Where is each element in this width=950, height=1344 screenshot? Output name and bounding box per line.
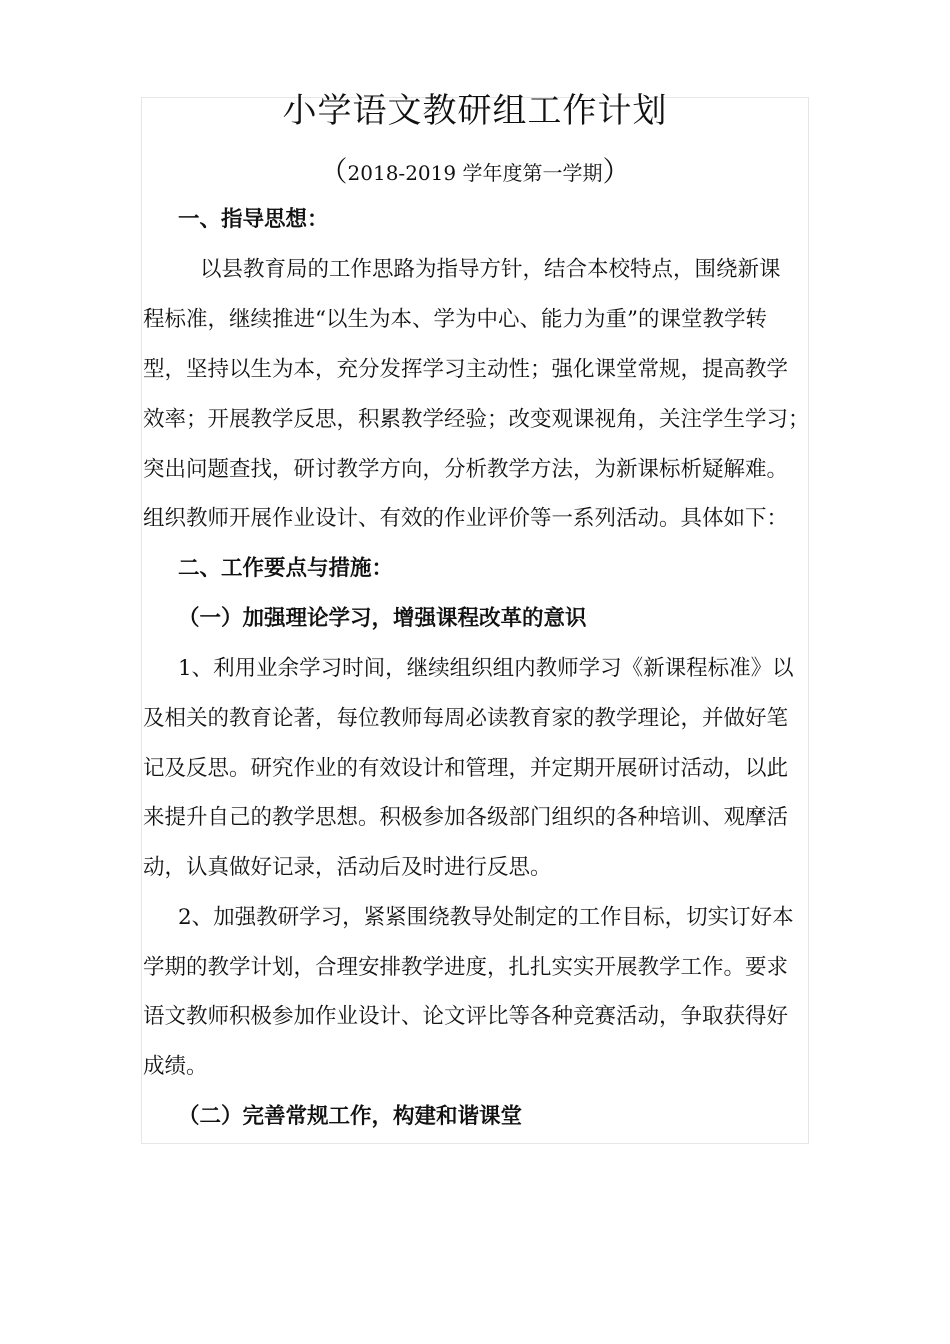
paragraph-line: 以县教育局的工作思路为指导方针，结合本校特点，围绕新课	[200, 257, 781, 282]
paragraph-line: 效率；开展教学反思，积累教学经验；改变观课视角，关注学生学习；	[143, 407, 810, 432]
section-heading-guiding-ideology: 一、指导思想：	[178, 207, 329, 232]
paragraph-line: 1、利用业余学习时间，继续组织组内教师学习《新课程标准》以	[178, 656, 794, 681]
section-heading-work-points: 二、工作要点与措施：	[178, 556, 394, 581]
subtitle-open-paren: （	[319, 155, 348, 188]
subtitle-text: 2018-2019 学年度第一学期	[347, 161, 603, 185]
paragraph-line: 2、加强教研学习，紧紧围绕教导处制定的工作目标，切实订好本	[178, 905, 794, 930]
subtitle-close-paren: ）	[602, 155, 631, 188]
paragraph-line: 及相关的教育论著，每位教师每周必读教育家的教学理论，并做好笔	[143, 706, 789, 731]
paragraph-line: 突出问题查找，研讨教学方向，分析教学方法，为新课标析疑解难。	[143, 457, 789, 482]
subsection-heading-routine-work: （二）完善常规工作，构建和谐课堂	[178, 1104, 523, 1129]
paragraph-line: 型，坚持以生为本，充分发挥学习主动性；强化课堂常规，提高教学	[143, 357, 789, 382]
paragraph-line: 成绩。	[143, 1054, 208, 1079]
subsection-heading-theory-study: （一）加强理论学习，增强课程改革的意识	[178, 606, 587, 631]
paragraph-line: 学期的教学计划，合理安排教学进度，扎扎实实开展教学工作。要求	[143, 955, 789, 980]
paragraph-line: 语文教师积极参加作业设计、论文评比等各种竞赛活动，争取获得好	[143, 1004, 789, 1029]
paragraph-line: 记及反思。研究作业的有效设计和管理，并定期开展研讨活动，以此	[143, 756, 789, 781]
paragraph-line: 程标准，继续推进“以生为本、学为中心、能力为重”的课堂教学转	[143, 307, 767, 332]
paragraph-line: 动，认真做好记录，活动后及时进行反思。	[143, 855, 552, 880]
paragraph-line: 来提升自己的教学思想。积极参加各级部门组织的各种培训、观摩活	[143, 805, 789, 830]
paragraph-line: 组织教师开展作业设计、有效的作业评价等一系列活动。具体如下：	[143, 506, 789, 531]
document-subtitle	[0, 150, 950, 195]
document-title: 小学语文教研组工作计划	[282, 91, 668, 131]
